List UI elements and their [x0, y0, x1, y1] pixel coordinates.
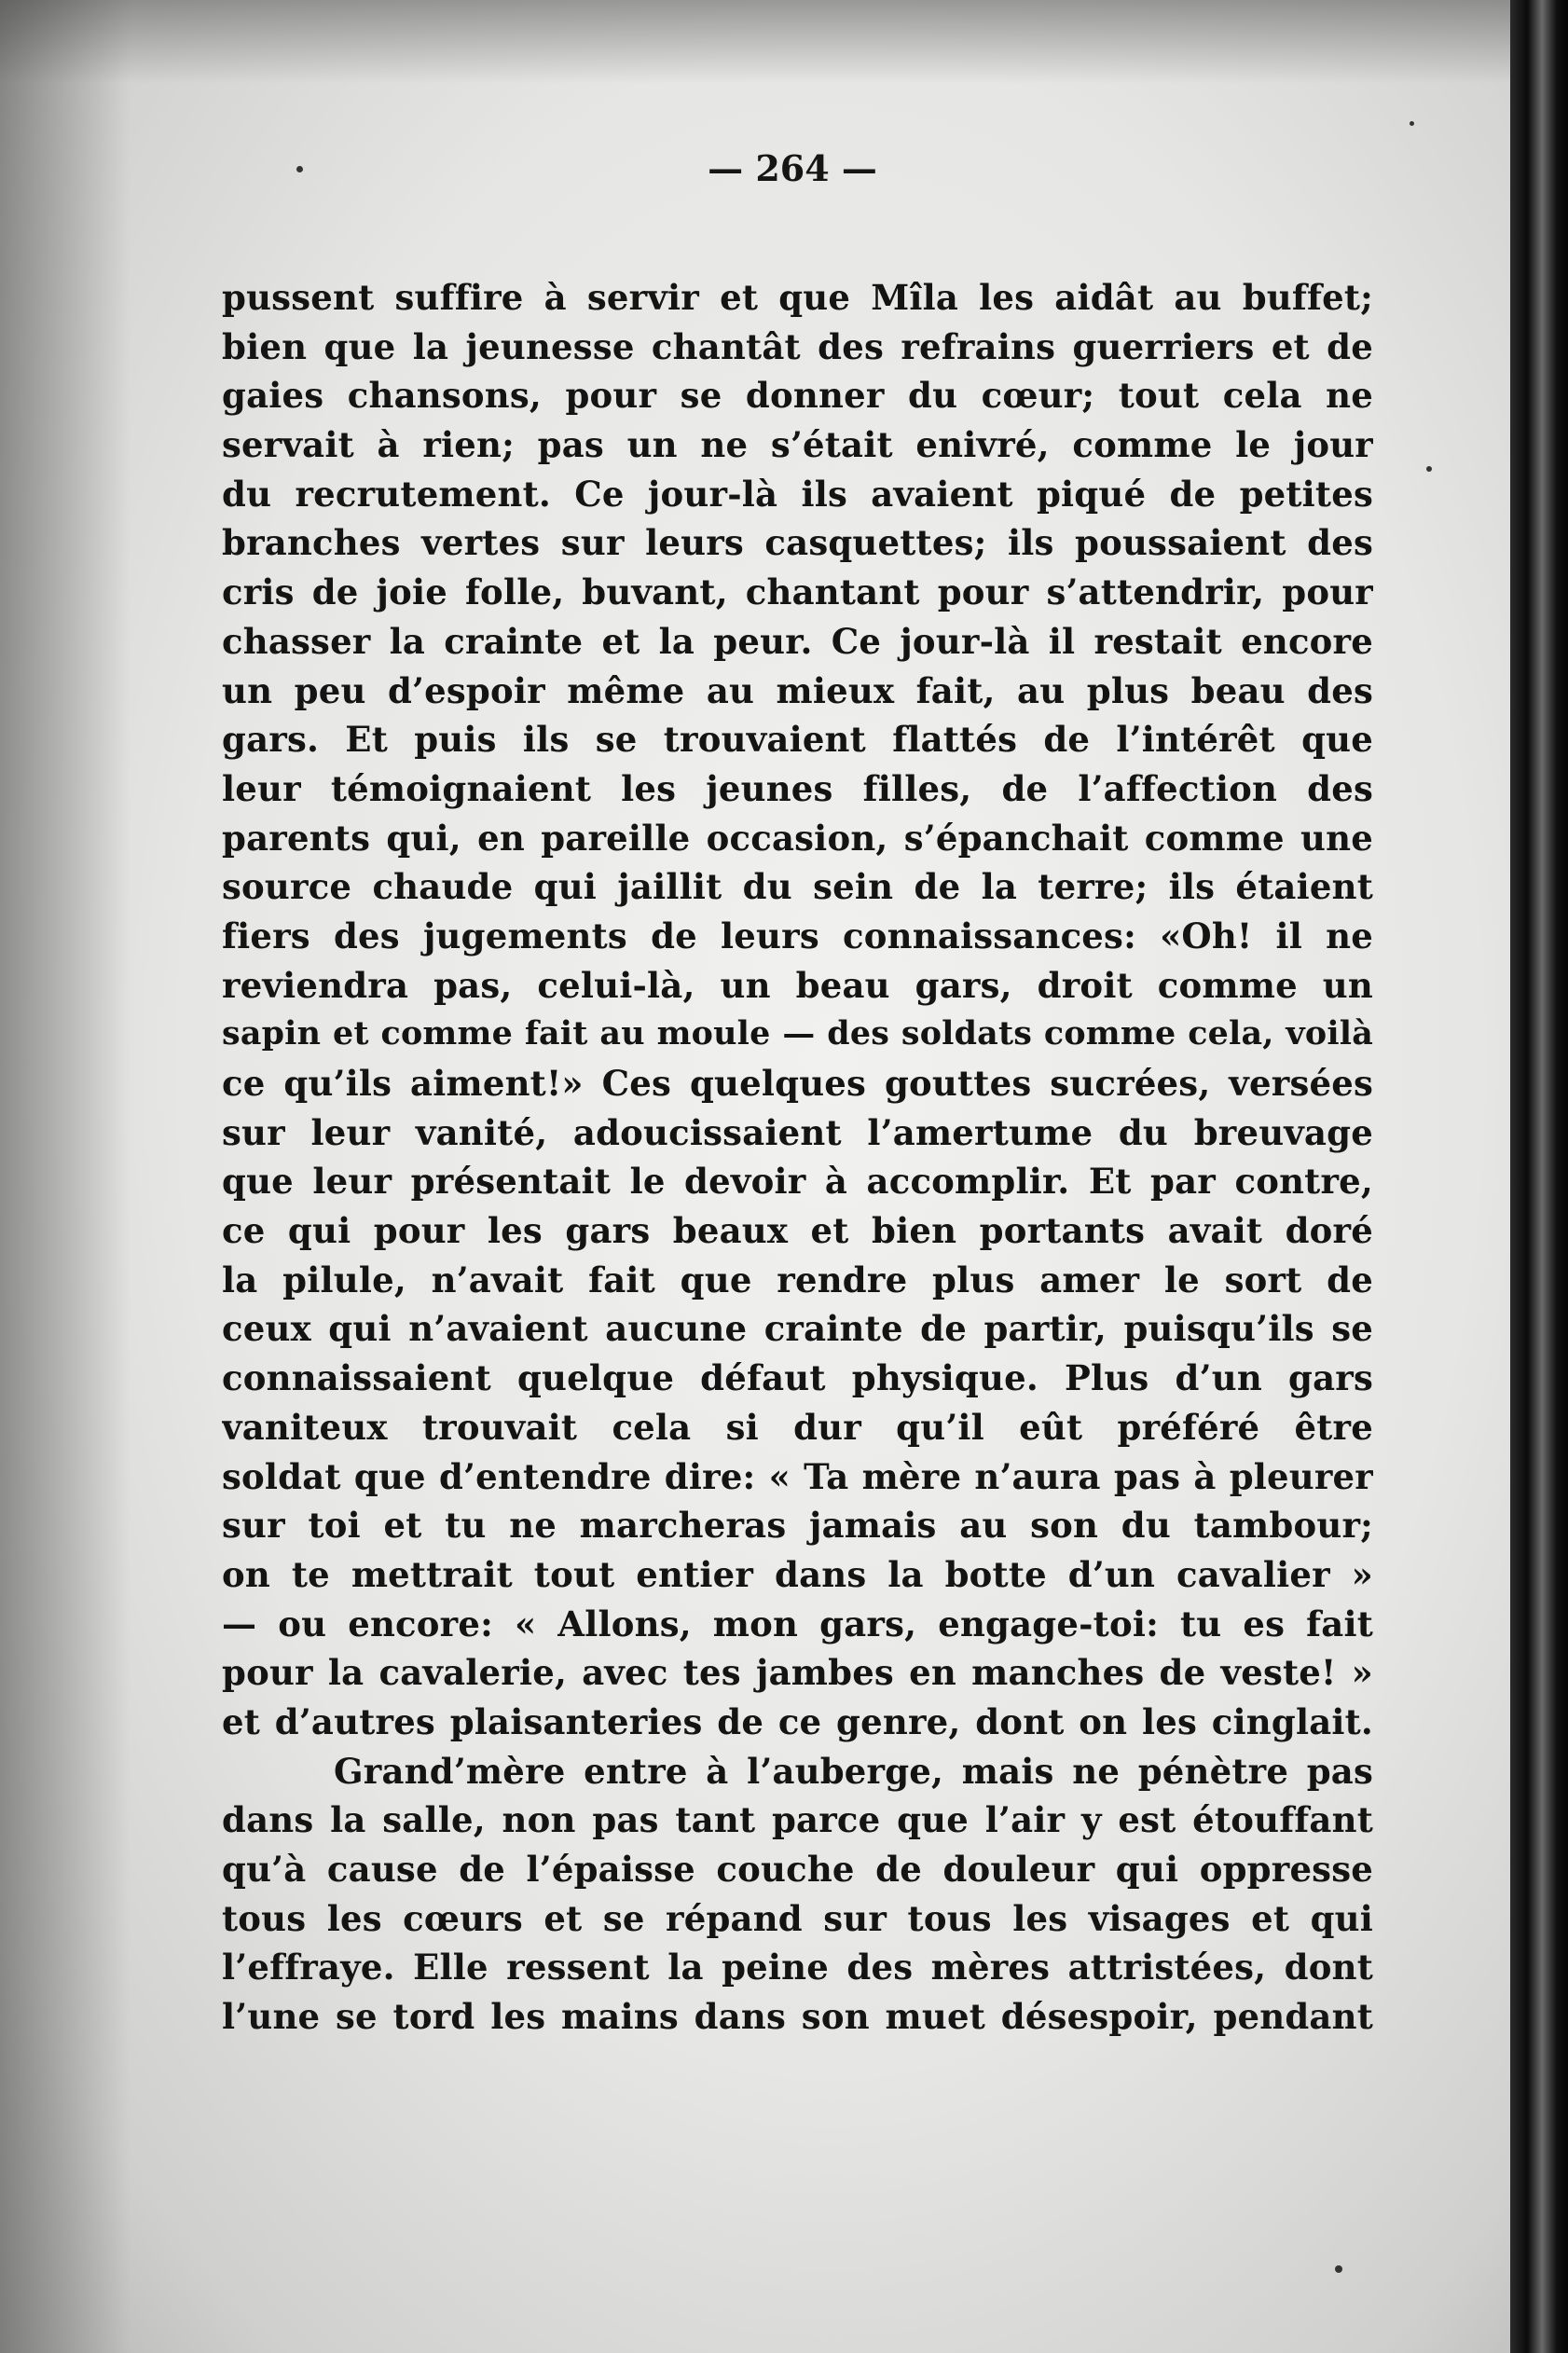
text-line: parents qui, en pareille occasion, s’épanchait comme une — [222, 817, 1373, 859]
text-line: ce qui pour les gars beaux et bien portants avait doré — [222, 1210, 1373, 1252]
book-binding-edge — [1510, 0, 1568, 2353]
text-line: gars. Et puis ils se trouvaient flattés de l’intérêt que — [222, 719, 1373, 761]
text-line: l’une se tord les mains dans son muet désespoir, pendant — [222, 1996, 1373, 2038]
text-line: connaissaient quelque défaut physique. Plus d’un gars — [222, 1357, 1373, 1399]
text-line: l’effraye. Elle ressent la peine des mères attristées, dont — [222, 1947, 1373, 1988]
text-line: bien que la jeunesse chantât des refrains guerriers et de — [222, 325, 1373, 367]
text-line-paragraph-start: Grand’mère entre à l’auberge, mais ne pénètre pas — [334, 1750, 1373, 1792]
body-text — [222, 273, 1373, 2042]
text-line: la pilule, n’avait fait que rendre plus amer le sort de — [222, 1259, 1373, 1300]
text-line: branches vertes sur leurs casquettes; ils poussaient des — [222, 522, 1373, 564]
paper-speck — [1426, 466, 1432, 472]
text-line: vaniteux trouvait cela si dur qu’il eût préféré être — [222, 1406, 1373, 1448]
text-line: soldat que d’entendre dire: « Ta mère n’aura pas à pleurer — [222, 1455, 1373, 1497]
paper-speck — [1410, 121, 1414, 126]
text-line: sur toi et tu ne marcheras jamais au son du tambour; — [222, 1505, 1373, 1547]
text-line: cris de joie folle, buvant, chantant pour s’attendrir, pour — [222, 571, 1373, 613]
text-line: et d’autres plaisanteries de ce genre, dont on les cinglait. — [222, 1700, 1373, 1742]
text-line: ceux qui n’avaient aucune crainte de partir, puisqu’ils se — [222, 1308, 1373, 1350]
text-line: on te mettrait tout entier dans la botte d’un cavalier » — [222, 1553, 1373, 1595]
text-line: reviendra pas, celui-là, un beau gars, droit comme un — [222, 964, 1373, 1006]
text-line: chasser la crainte et la peur. Ce jour-là il restait encore — [222, 620, 1373, 662]
page-number: — 264 — — [708, 147, 877, 189]
text-line: fiers des jugements de leurs connaissances: «Oh! il ne — [222, 915, 1373, 956]
text-line: gaies chansons, pour se donner du cœur; tout cela ne — [222, 375, 1373, 417]
text-line: qu’à cause de l’épaisse couche de douleur qui oppresse — [222, 1849, 1373, 1890]
text-line: leur témoignaient les jeunes filles, de l’affection des — [222, 767, 1373, 809]
text-line: — ou encore: « Allons, mon gars, engage-toi: tu es fait — [222, 1603, 1373, 1644]
paper-speck — [1335, 2265, 1342, 2273]
text-line: sur leur vanité, adoucissaient l’amertume du breuvage — [222, 1111, 1373, 1153]
text-line: source chaude qui jaillit du sein de la terre; ils étaient — [222, 866, 1373, 908]
text-line: pussent suffire à servir et que Mîla les aidât au buffet; — [222, 277, 1373, 318]
text-line: du recrutement. Ce jour-là ils avaient piqué de petites — [222, 473, 1373, 515]
paper-speck — [296, 166, 303, 172]
text-line: pour la cavalerie, avec tes jambes en manches de veste! » — [222, 1652, 1373, 1694]
text-line: sapin et comme fait au moule — des soldats comme cela, voilà — [222, 1014, 1373, 1053]
text-line: un peu d’espoir même au mieux fait, au plus beau des — [222, 669, 1373, 711]
text-line: dans la salle, non pas tant parce que l’air y est étouffant — [222, 1799, 1373, 1841]
text-line: tous les cœurs et se répand sur tous les visages et qui — [222, 1897, 1373, 1939]
text-line: que leur présentait le devoir à accomplir. Et par contre, — [222, 1161, 1373, 1203]
text-line: servait à rien; pas un ne s’était enivré, comme le jour — [222, 424, 1373, 466]
text-line: ce qu’ils aiment!» Ces quelques gouttes sucrées, versées — [222, 1063, 1373, 1104]
